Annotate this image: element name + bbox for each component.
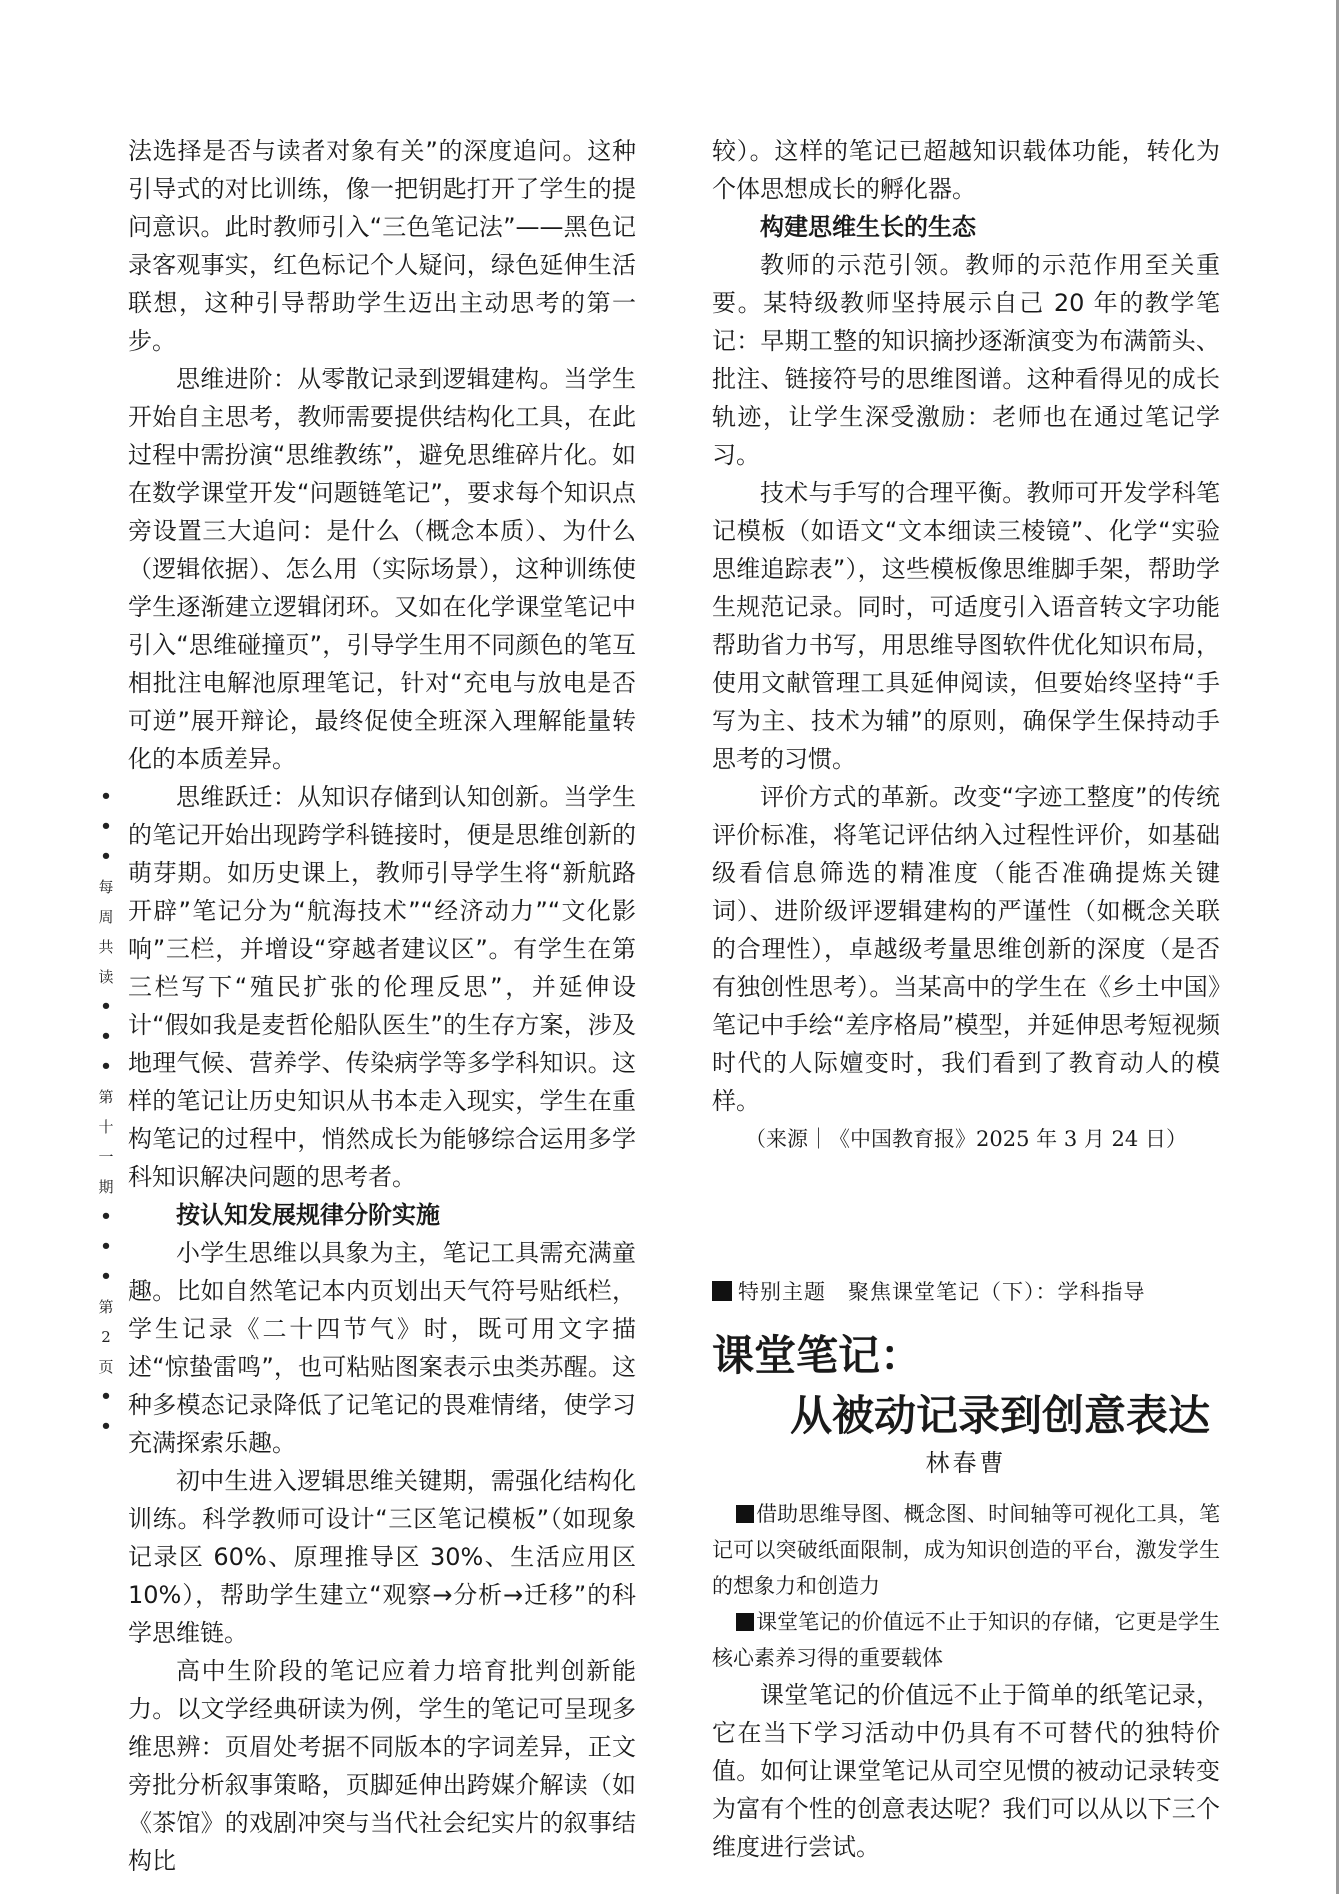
rail-dot: • (100, 1206, 112, 1227)
rail-char: 第 (98, 1298, 114, 1316)
rail-dot: • (100, 786, 112, 807)
author-name: 林春曹 (925, 1449, 1007, 1477)
section-heading: 构建思维生长的生态 (760, 213, 976, 241)
rail-char: 十 (98, 1118, 114, 1136)
paragraph: 评价方式的革新。改变“字迹工整度”的传统评价标准，将笔记评估纳入过程性评价，如基础级看信息筛选的精准度（能否准确提炼关键词）、进阶级评逻辑建构的严谨性（如概念关联的合理性），卓越级考量思维创新的深度（是否有独创性思考）。当某高中的学生在《乡土中国》笔记中手绘“差序格局”模型，并延伸思考短视频时代的人际嬗变时，我们看到了教育动人的模样。 (712, 783, 1220, 1115)
issue-side-rail (88, 782, 124, 1442)
paragraph: 初中生进入逻辑思维关键期，需强化结构化训练。科学教师可设计“三区笔记模板”（如现象记录区 60%、原理推导区 30%、生活应用区 10%），帮助学生建立“观察→分析→迁移”的科学思维链。 (128, 1467, 636, 1647)
lead-point (712, 1496, 1220, 1604)
square-bullet-icon (736, 1613, 754, 1631)
paragraph: 高中生阶段的笔记应着力培育批判创新能力。以文学经典研读为例，学生的笔记可呈现多维思辨：页眉处考据不同版本的字词差异，正文旁批分析叙事策略，页脚延伸出跨媒介解读（如《茶馆》的戏剧冲突与当代社会纪实片的叙事结构比 (128, 1657, 636, 1875)
theme-banner (712, 1276, 1220, 1308)
article-lead (712, 1496, 1220, 1676)
rail-dot: • (100, 996, 112, 1017)
article-title-line1: 课堂笔记： (712, 1331, 923, 1380)
lead-text: 借助思维导图、概念图、时间轴等可视化工具，笔记可以突破纸面限制，成为知识创造的平台，激发学生的想象力和创造力 (712, 1502, 1220, 1598)
rail-char: 期 (98, 1178, 114, 1196)
paragraph: 法选择是否与读者对象有关”的深度追问。这种引导式的对比训练，像一把钥匙打开了学生的提问意识。此时教师引入“三色笔记法”——黑色记录客观事实，红色标记个人疑问，绿色延伸生活联想，这种引导帮助学生迈出主动思考的第一步。 (128, 137, 636, 355)
rail-char: 一 (98, 1148, 114, 1166)
left-column (128, 132, 636, 1880)
rail-dot: • (100, 1026, 112, 1047)
square-bullet-icon (736, 1505, 754, 1523)
paragraph: 小学生思维以具象为主，笔记工具需充满童趣。比如自然笔记本内页划出天气符号贴纸栏，学生记录《二十四节气》时，既可用文字描述“惊蛰雷鸣”，也可粘贴图案表示虫类苏醒。这种多模态记录降低了记笔记的畏难情绪，使学习充满探索乐趣。 (128, 1239, 636, 1457)
rail-dot: • (100, 1056, 112, 1077)
paragraph: 技术与手写的合理平衡。教师可开发学科笔记模板（如语文“文本细读三棱镜”、化学“实验思维追踪表”），这些模板像思维脚手架，帮助学生规范记录。同时，可适度引入语音转文字功能帮助省力书写，用思维导图软件优化知识布局，使用文献管理工具延伸阅读，但要始终坚持“手写为主、技术为辅”的原则，确保学生保持动手思考的习惯。 (712, 479, 1220, 773)
rail-dot: • (100, 846, 112, 867)
square-bullet-icon (712, 1281, 732, 1301)
paragraph: 思维跃迁：从知识存储到认知创新。当学生的笔记开始出现跨学科链接时，便是思维创新的萌芽期。如历史课上，教师引导学生将“新航路开辟”笔记分为“航海技术”“经济动力”“文化影响”三栏，并增设“穿越者建议区”。有学生在第三栏写下“殖民扩张的伦理反思”，并延伸设计“假如我是麦哲伦船队医生”的生存方案，涉及地理气候、营养学、传染病学等多学科知识。这样的笔记让历史知识从书本走入现实，学生在重构笔记的过程中，悄然成长为能够综合运用多学科知识解决问题的思考者。 (128, 783, 636, 1191)
rail-char: 第 (98, 1088, 114, 1106)
section-heading: 按认知发展规律分阶实施 (176, 1201, 440, 1229)
rail-char: 共 (98, 938, 114, 956)
source-citation: （来源｜《中国教育报》2025 年 3 月 24 日） (745, 1127, 1187, 1151)
lead-point (712, 1604, 1220, 1676)
rail-char: 页 (98, 1358, 114, 1376)
rail-char: 读 (98, 968, 114, 986)
right-column (712, 132, 1220, 1866)
rail-char: 2 (101, 1328, 111, 1346)
paragraph: 较）。这样的笔记已超越知识载体功能，转化为个体思想成长的孵化器。 (712, 137, 1220, 203)
rail-dot: • (100, 1386, 112, 1407)
rail-dot: • (100, 1266, 112, 1287)
article-title-line2: 从被动记录到创意表达 (790, 1391, 1211, 1440)
paragraph: 思维进阶：从零散记录到逻辑建构。当学生开始自主思考，教师需要提供结构化工具，在此过程中需扮演“思维教练”，避免思维碎片化。如在数学课堂开发“问题链笔记”，要求每个知识点旁设置三大追问：是什么（概念本质）、为什么（逻辑依据）、怎么用（实际场景），这种训练使学生逐渐建立逻辑闭环。又如在化学课堂笔记中引入“思维碰撞页”，引导学生用不同颜色的笔互相批注电解池原理笔记，针对“充电与放电是否可逆”展开辩论，最终促使全班深入理解能量转化的本质差异。 (128, 365, 636, 773)
rail-dot: • (100, 1416, 112, 1437)
rail-char: 周 (98, 908, 114, 926)
theme-label: 特别主题 聚焦课堂笔记（下）：学科指导 (738, 1280, 1146, 1304)
rail-dot: • (100, 816, 112, 837)
lead-text: 课堂笔记的价值远不止于知识的存储，它更是学生核心素养习得的重要载体 (712, 1610, 1220, 1670)
rail-char: 每 (98, 878, 114, 896)
rail-dot: • (100, 1236, 112, 1257)
paragraph: 课堂笔记的价值远不止于简单的纸笔记录，它在当下学习活动中仍具有不可替代的独特价值。如何让课堂笔记从司空见惯的被动记录转变为富有个性的创意表达呢？我们可以从以下三个维度进行尝试。 (712, 1681, 1220, 1861)
paragraph: 教师的示范引领。教师的示范作用至关重要。某特级教师坚持展示自己 20 年的教学笔记：早期工整的知识摘抄逐渐演变为布满箭头、批注、链接符号的思维图谱。这种看得见的成长轨迹，让学生深受激励：老师也在通过笔记学习。 (712, 251, 1220, 469)
